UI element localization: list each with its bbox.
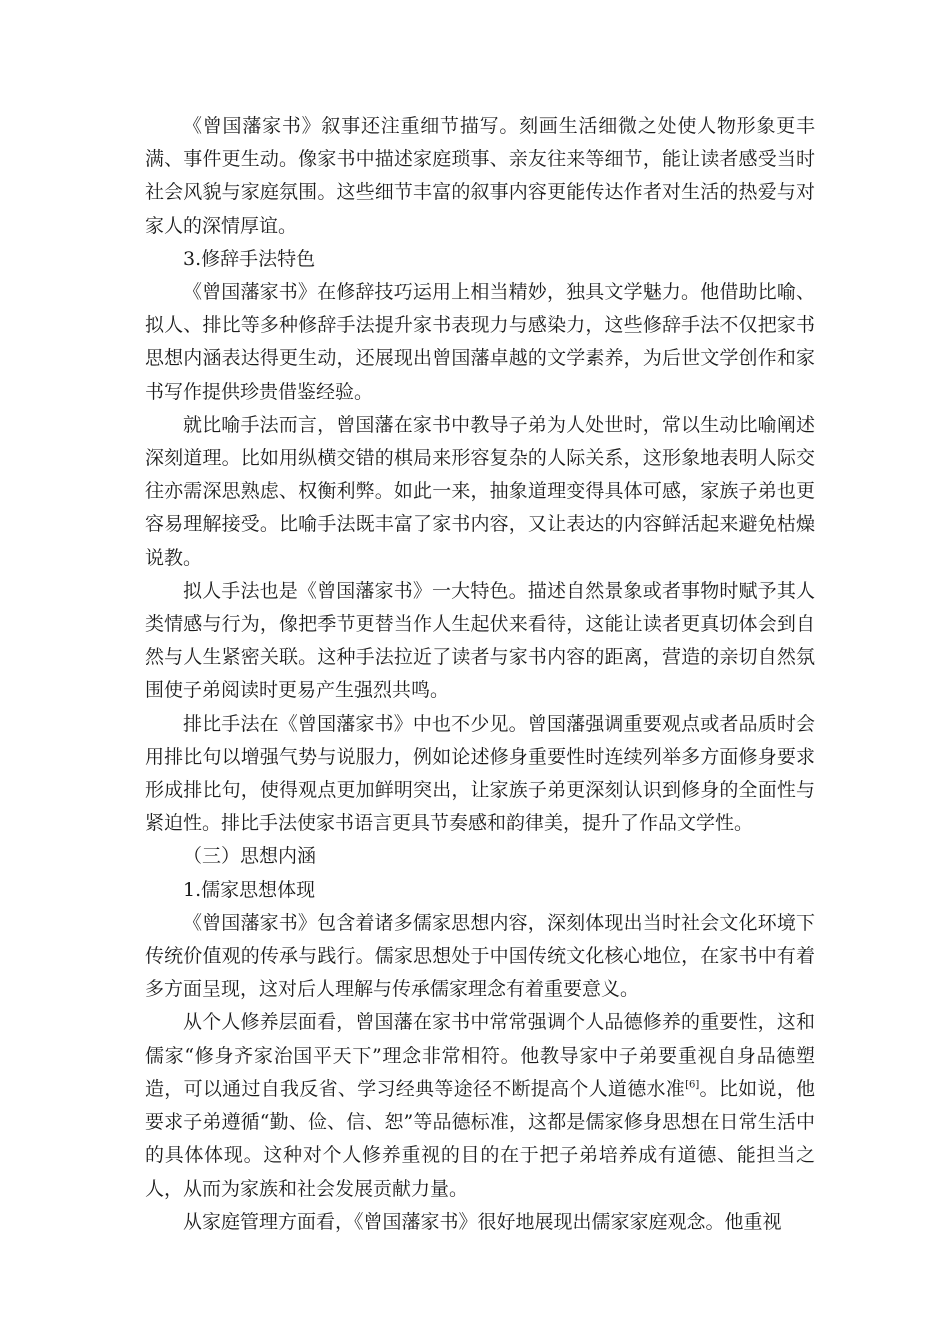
- paragraph-metaphor: 就比喻手法而言，曾国藩在家书中教导子弟为人处世时，常以生动比喻阐述深刻道理。比如用纵横交错的棋局来形容复杂的人际关系，这形象地表明人际交往亦需深思熟虑、权衡利弊。如此一来，抽象道理变得具体可感，家族子弟也更容易理解接受。比喻手法既丰富了家书内容，又让表达的内容鲜活起来避免枯燥说教。: [145, 413, 815, 569]
- paragraph-rhetoric-intro: 《曾国藩家书》在修辞技巧运用上相当精妙，独具文学魅力。他借助比喻、拟人、排比等多种修辞手法提升家书表现力与感染力，这些修辞手法不仅把家书思想内涵表达得更生动，还展现出曾国藩卓越的文学素养，为后世文学创作和家书写作提供珍贵借鉴经验。: [145, 281, 815, 403]
- paragraph-text-part: 。比如说，他要求子弟遵循“勤、俭、信、恕”等品德标准，这都是儒家修身思想在日常生活中的具体体现。这种对个人修养重视的目的在于把子弟培养成有道德、能担当之人，从而为家族和社会发展贡献力量。: [145, 1077, 815, 1200]
- paragraph-confucian-intro: 《曾国藩家书》包含着诸多儒家思想内容，深刻体现出当时社会文化环境下传统价值观的传承与践行。儒家思想处于中国传统文化核心地位，在家书中有着多方面呈现，这对后人理解与传承儒家理念有着重要意义。: [145, 911, 815, 1001]
- paragraph-narrative-details: 《曾国藩家书》叙事还注重细节描写。刻画生活细微之处使人物形象更丰满、事件更生动。像家书中描述家庭琐事、亲友往来等细节，能让读者感受当时社会风貌与家庭氛围。这些细节丰富的叙事内容更能传达作者对生活的热爱与对家人的深情厚谊。: [145, 115, 815, 237]
- document-page: [145, 110, 815, 1239]
- paragraph-parallelism: 排比手法在《曾国藩家书》中也不少见。曾国藩强调重要观点或者品质时会用排比句以增强气势与说服力，例如论述修身重要性时连续列举多方面修身要求形成排比句，使得观点更加鲜明突出，让家族子弟更深刻认识到修身的全面性与紧迫性。排比手法使家书语言更具节奏感和韵律美，提升了作品文学性。: [145, 712, 815, 835]
- paragraph-personal-cultivation: [145, 1006, 815, 1205]
- subheading-confucian: 1.儒家思想体现: [183, 878, 316, 901]
- paragraph-text-part: 从个人修养层面看，曾国藩在家书中常常强调个人品德修养的重要性，这和儒家“修身齐家治国平天下”理念非常相符。他教导家中子弟要重视自身品德塑造，可以通过自我反省、学习经典等途径不断提高个人道德水准: [145, 1011, 815, 1100]
- subheading-rhetoric: 3.修辞手法特色: [183, 247, 316, 270]
- paragraph-personification: 拟人手法也是《曾国藩家书》一大特色。描述自然景象或者事物时赋予其人类情感与行为，像把季节更替当作人生起伏来看待，这能让读者更真切体会到自然与人生紧密关联。这种手法拉近了读者与家书内容的距离，营造的亲切自然氛围使子弟阅读时更易产生强烈共鸣。: [145, 579, 815, 702]
- section-heading-thought: （三）思想内涵: [183, 845, 317, 868]
- citation-marker[interactable]: [6]: [685, 1079, 700, 1091]
- paragraph-family-management: 从家庭管理方面看，《曾国藩家书》很好地展现出儒家家庭观念。他重视: [183, 1210, 782, 1233]
